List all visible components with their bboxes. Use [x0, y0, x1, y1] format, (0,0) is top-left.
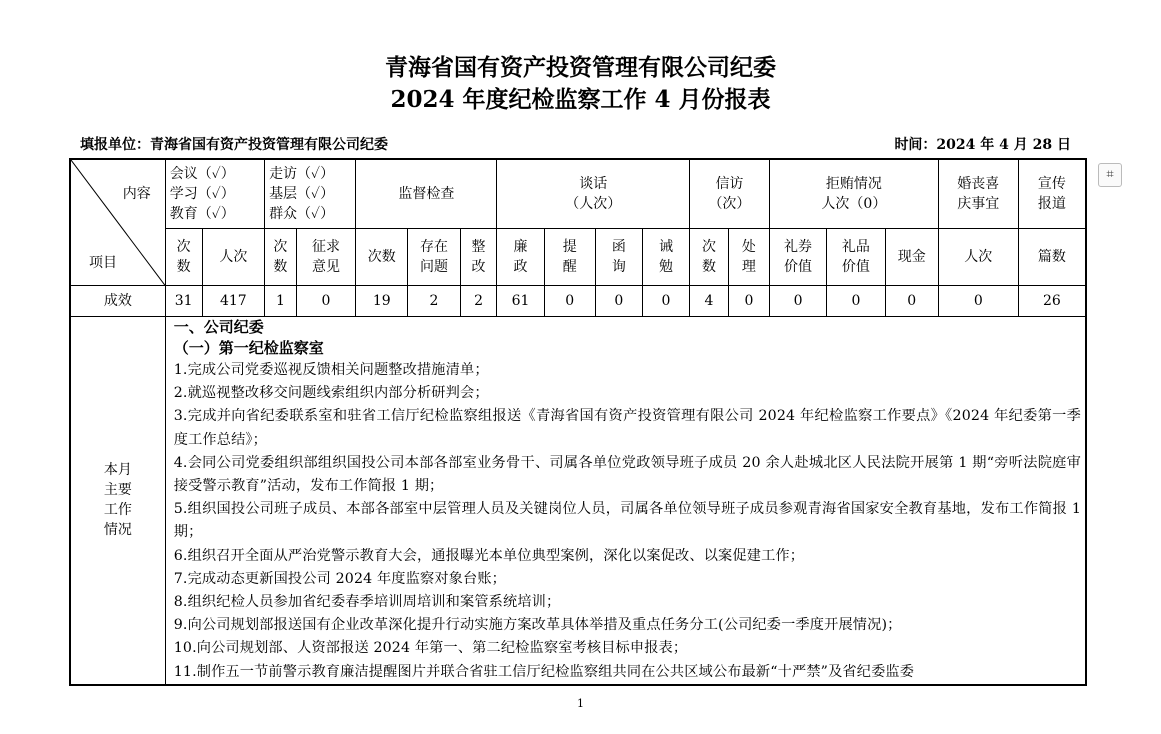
header-publicity: 宣传 报道 [1018, 159, 1086, 229]
result-cell: 19 [356, 286, 408, 317]
subheader-cell: 礼券 价值 [769, 229, 826, 286]
results-label: 成效 [70, 286, 165, 317]
subheader-cell: 现金 [885, 229, 938, 286]
monthly-work-row [70, 317, 1086, 685]
report-table [69, 158, 1087, 686]
work-item: 3.完成并向省纪委联系室和驻省工信厅纪检监察组报送《青海省国有资产投资管理有限公司 2024 年纪检监察工作要点》《2024 年纪委第一季度工作总结》； [173, 408, 1081, 448]
subheader-cell: 篇数 [1018, 229, 1086, 286]
diagonal-header-item: 项目 [89, 255, 117, 271]
subheader-cell: 人次 [938, 229, 1018, 286]
subheader-cell: 整 改 [460, 229, 497, 286]
subheader-cell: 次 数 [165, 229, 202, 286]
work-item: 11.制作五一节前警示教育廉洁提醒图片并联合省驻工信厅纪检监察组共同在公共区域公布最新“十严禁”及省纪委监委 [173, 663, 915, 680]
header-talk: 谈话 （人次） [497, 159, 690, 229]
subheader-cell: 次 数 [265, 229, 297, 286]
subheader-cell: 礼品 价值 [827, 229, 885, 286]
subheader-cell: 函 询 [595, 229, 642, 286]
result-cell: 0 [642, 286, 689, 317]
diagonal-header-cell [70, 159, 165, 286]
subheader-cell: 诫 勉 [642, 229, 689, 286]
work-item: 7.完成动态更新国投公司 2024 年度监察对象台账； [173, 570, 507, 587]
work-item: 1.完成公司党委巡视反馈相关问题整改措施清单； [173, 362, 489, 378]
work-item: 9.向公司规划部报送国有企业改革深化提升行动实施方案改革具体举措及重点任务分工(公司纪委一季度开展情况)； [173, 617, 902, 634]
result-cell: 0 [595, 286, 642, 317]
header-bribe: 拒贿情况 人次（0） [769, 159, 938, 229]
header-visit: 走访（✓） 基层（✓） 群众（✓） [265, 159, 356, 229]
work-item: 4.会同公司党委组织部组织国投公司本部各部室业务骨干、司属各单位党政领导班子成员 20 余人赴城北区人民法院开展第 1 期“旁听法院庭审 接受警示教育”活动，发布工作简报 1 期； [173, 454, 1081, 495]
subheader-cell: 提 醒 [544, 229, 595, 286]
results-row [70, 286, 1086, 317]
sidebar-toggle-icon[interactable]: ⌗ [1098, 163, 1122, 187]
work-item: 8.组织纪检人员参加省纪委春季培训周培训和案管系统培训； [173, 594, 561, 611]
subheader-cell: 次 数 [690, 229, 729, 286]
result-cell: 417 [202, 286, 264, 317]
subheader-cell: 次数 [356, 229, 408, 286]
result-cell: 2 [408, 286, 460, 317]
header-petition: 信访 （次） [690, 159, 770, 229]
work-item: 5.组织国投公司班子成员、本部各部室中层管理人员及关键岗位人员，司属各单位领导班子成员参观青海省国家安全教育基地，发布工作简报 1 期； [173, 501, 1081, 541]
subheader-cell: 征求 意见 [296, 229, 355, 286]
result-cell: 0 [728, 286, 769, 317]
subheader-row [70, 229, 1086, 286]
subheader-cell: 人次 [202, 229, 264, 286]
diagonal-line [71, 160, 165, 285]
result-cell: 2 [460, 286, 497, 317]
diagonal-header-content: 内容 [122, 186, 151, 202]
result-cell: 0 [544, 286, 595, 317]
work-item: 10.向公司规划部、人资部报送 2024 年第一、第二纪检监察室考核目标申报表； [173, 640, 688, 657]
result-cell: 0 [769, 286, 826, 317]
result-cell: 4 [690, 286, 729, 317]
report-title: 青海省国有资产投资管理有限公司纪委 [385, 54, 776, 81]
result-cell: 1 [265, 286, 297, 317]
report-subtitle: 2024 年度纪检监察工作 4 月份报表 [390, 86, 771, 113]
report-date: 时间：2024 年 4 月 28 日 [894, 137, 1071, 153]
header-row [70, 159, 1086, 229]
work-item: 6.组织召开全面从严治党警示教育大会，通报曝光本单位典型案例，深化以案促改、以案促建工作； [173, 547, 805, 564]
header-meeting: 会议（✓） 学习（✓） 教育（✓） [165, 159, 264, 229]
result-cell: 31 [165, 286, 202, 317]
result-cell: 0 [296, 286, 355, 317]
result-cell: 0 [885, 286, 938, 317]
subheader-cell: 廉 政 [497, 229, 544, 286]
subheader-cell: 处 理 [728, 229, 769, 286]
result-cell: 26 [1018, 286, 1086, 317]
result-cell: 0 [827, 286, 885, 317]
monthly-work-label: 本月 主要 工作 情况 [70, 317, 165, 685]
work-item: 2.就巡视整改移交问题线索组织内部分析研判会； [173, 385, 489, 402]
result-cell: 0 [938, 286, 1018, 317]
header-supervision: 监督检查 [356, 159, 497, 229]
result-cell: 61 [497, 286, 544, 317]
page-number: 1 [577, 697, 584, 710]
reporting-unit: 填报单位：青海省国有资产投资管理有限公司纪委 [80, 137, 388, 153]
section-heading: 一、公司纪委 [173, 318, 264, 336]
monthly-work-content [165, 317, 1086, 685]
header-wedding: 婚丧喜 庆事宜 [938, 159, 1018, 229]
subsection-heading: （一）第一纪检监察室 [173, 339, 324, 357]
subheader-cell: 存在 问题 [408, 229, 460, 286]
work-item-list [174, 359, 1081, 684]
